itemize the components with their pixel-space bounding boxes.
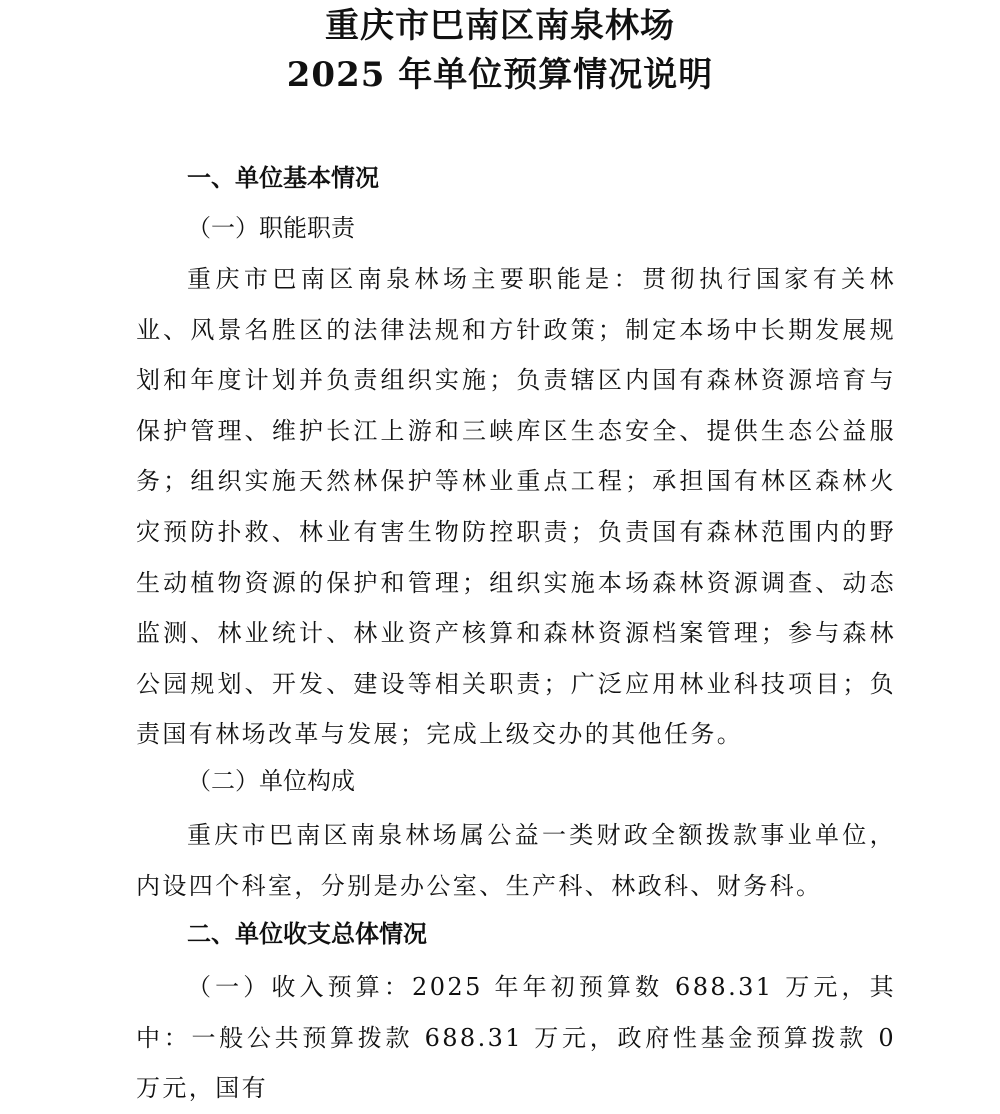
paragraph-income-budget: （一）收入预算：2025 年年初预算数 688.31 万元，其中：一般公共预算拨款 688.31 万元，政府性基金预算拨款 0 万元，国有 <box>136 973 896 1103</box>
document-title-line-2: 2025 年单位预算情况说明 <box>286 55 714 95</box>
paragraph-composition: 重庆市巴南区南泉林场属公益一类财政全额拨款事业单位，内设四个科室，分别是办公室、生产科、林政科、财务科。 <box>136 821 896 900</box>
section-heading-basic-info: 一、单位基本情况 <box>187 163 379 192</box>
section-heading-income-expense: 二、单位收支总体情况 <box>187 919 427 948</box>
paragraph-duties: 重庆市巴南区南泉林场主要职能是：贯彻执行国家有关林业、风景名胜区的法律法规和方针政策；制定本场中长期发展规划和年度计划并负责组织实施；负责辖区内国有森林资源培育与保护管理、维护长江上游和三峡库区生态安全、提供生态公益服务；组织实施天然林保护等林业重点工程；承担国有林区森林火灾预防扑救、林业有害生物防控职责；负责国有森林范围内的野生动植物资源的保护和管理；组织实施本场森林资源调查、动态监测、林业统计、林业资产核算和森林资源档案管理；参与森林公园规划、开发、建设等相关职责；广泛应用林业科技项目；负责国有林场改革与发展；完成上级交办的其他任务。 <box>136 265 896 749</box>
subheading-duties: （一）职能职责 <box>187 214 355 242</box>
document-title-line-1: 重庆市巴南区南泉林场 <box>325 6 675 46</box>
subheading-composition: （二）单位构成 <box>187 767 355 795</box>
